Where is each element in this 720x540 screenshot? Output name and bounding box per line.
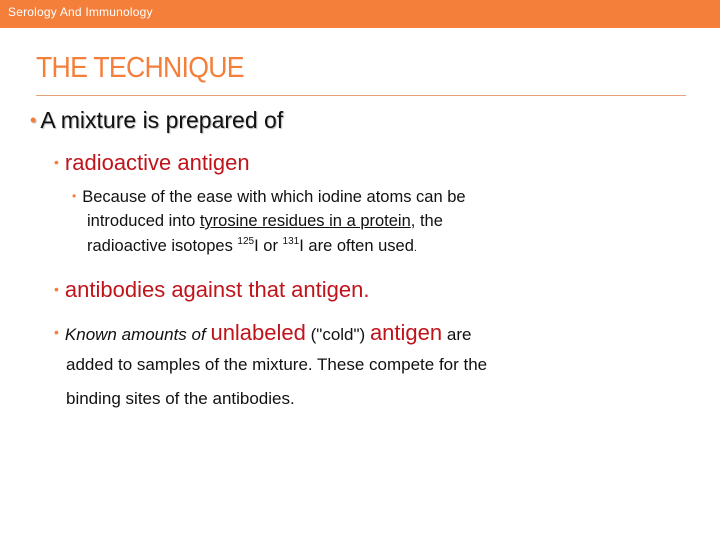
isotope-131-sup: 131 [282,236,300,247]
iodine-line3-post: I are often used [299,237,414,255]
known-amounts-italic: Known amounts of [64,325,206,344]
cold-text: ("cold") [310,325,366,344]
are-text: are [446,325,472,344]
iodine-mid: I or [254,237,283,255]
iodine-line3 [87,237,417,256]
title-divider [36,95,686,96]
bullet-iodine-line1 [72,188,466,207]
bullet-dot-icon: • [54,154,59,170]
iodine-line3-pre: radioactive isotopes [87,237,238,255]
iodine-period: . [413,242,417,254]
unlabeled-text: unlabeled [210,320,306,345]
antigen-text: antigen [369,320,443,345]
bullet-known-amounts [54,320,471,346]
iodine-line2 [87,212,443,231]
bullet-antibodies [54,277,369,303]
known-line2: added to samples of the mixture. These compete for the [66,355,488,374]
bullet-dot-icon: • [30,110,37,130]
mixture-text: A mixture is prepared of [40,107,284,133]
tyrosine-underlined-text: tyrosine residues in a protein [199,212,411,230]
radioactive-antigen-text: radioactive antigen [64,150,250,175]
antibodies-text: antibodies against that antigen. [64,277,370,302]
iodine-line2-post: , the [410,212,443,230]
iodine-line1-text: Because of the ease with which iodine atoms can be [82,188,466,206]
bullet-dot-icon: • [72,189,77,203]
iodine-line2-pre: introduced into [87,212,200,230]
isotope-125-sup: 125 [237,236,255,247]
slide-title: THE TECHNIQUE [36,52,244,84]
bullet-dot-icon: • [54,324,59,340]
header-bar [0,0,720,28]
known-line3: binding sites of the antibodies. [66,389,295,408]
bullet-mixture [30,107,283,134]
bullet-dot-icon: • [54,281,59,297]
bullet-radioactive-antigen [54,150,250,176]
header-bar-text: Serology And Immunology [8,5,153,19]
